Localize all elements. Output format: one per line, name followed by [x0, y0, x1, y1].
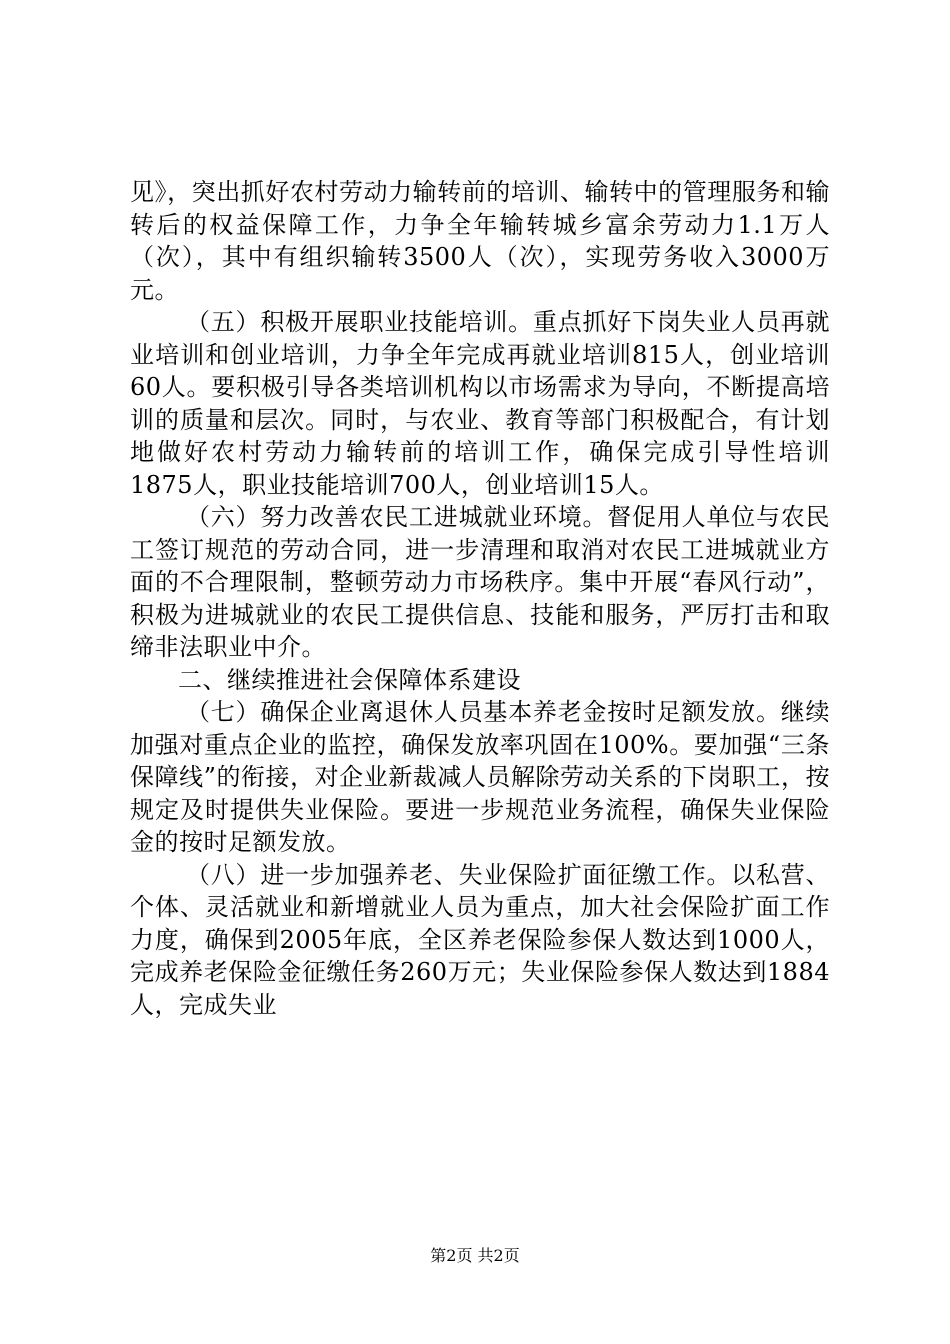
- section-heading-2: 二、继续推进社会保障体系建设: [178, 665, 521, 694]
- paragraph-item-6: （六）努力改善农民工进城就业环境。督促用人单位与农民工签订规范的劳动合同，进一步清理和取消对农民工进城就业方面的不合理限制，整顿劳动力市场秩序。集中开展“春风行动”，积极为进城就业的农民工提供信息、技能和服务，严厉打击和取缔非法职业中介。: [130, 503, 830, 661]
- document-body: [130, 176, 830, 1021]
- page-footer: 第2页 共2页: [430, 1246, 520, 1265]
- paragraph-item-5: （五）积极开展职业技能培训。重点抓好下岗失业人员再就业培训和创业培训，力争全年完成再就业培训815人，创业培训60人。要积极引导各类培训机构以市场需求为导向，不断提高培训的质量和层次。同时，与农业、教育等部门积极配合，有计划地做好农村劳动力输转前的培训工作，确保完成引导性培训1875人，职业技能培训700人，创业培训15人。: [130, 308, 830, 499]
- paragraph-continuation: 见》，突出抓好农村劳动力输转前的培训、输转中的管理服务和输转后的权益保障工作，力争全年输转城乡富余劳动力1.1万人（次），其中有组织输转3500人（次），实现劳务收入3000万元。: [130, 178, 830, 304]
- paragraph-item-7: （七）确保企业离退休人员基本养老金按时足额发放。继续加强对重点企业的监控，确保发放率巩固在100%。要加强“三条保障线”的衔接，对企业新裁减人员解除劳动关系的下岗职工，按规定及时提供失业保险。要进一步规范业务流程，确保失业保险金的按时足额发放。: [130, 698, 830, 856]
- paragraph-item-8: （八）进一步加强养老、失业保险扩面征缴工作。以私营、个体、灵活就业和新增就业人员为重点，加大社会保险扩面工作力度，确保到2005年底，全区养老保险参保人数达到1000人，完成养老保险金征缴任务260万元；失业保险参保人数达到1884人，完成失业: [130, 860, 830, 1019]
